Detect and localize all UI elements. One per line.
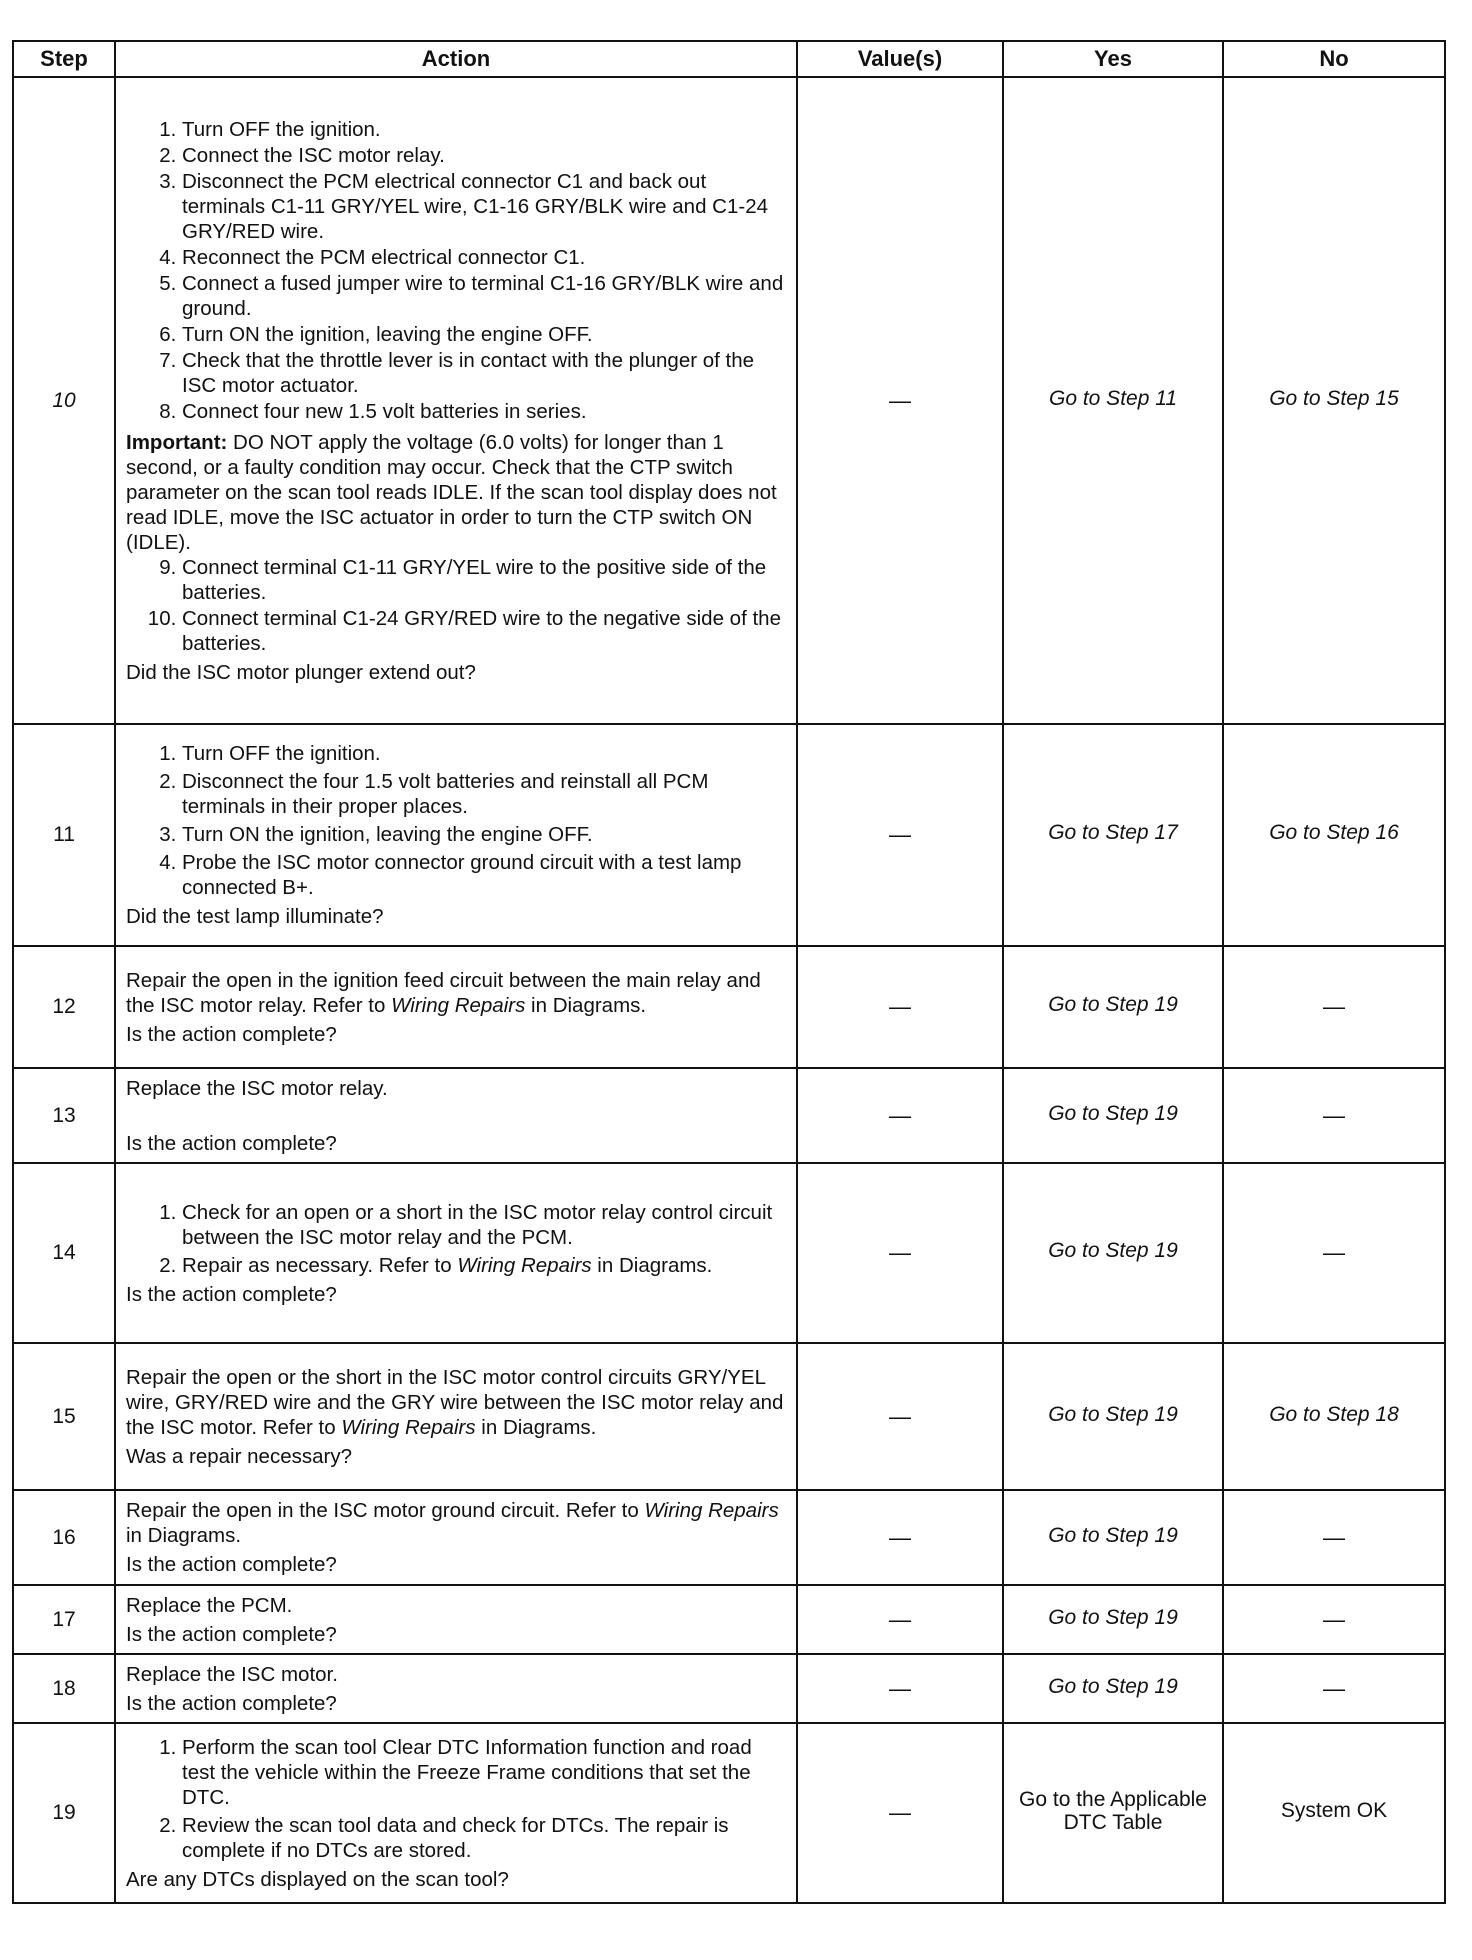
important-text: DO NOT apply the voltage (6.0 volts) for longer than 1 second, or a faulty condition may occur. Check that the CTP switch parameter on the scan tool reads IDLE. If the scan tool display does not read IDLE, move the ISC actuator in order to turn the CTP switch ON (IDLE). <box>126 430 777 554</box>
header-no: No <box>1223 41 1445 77</box>
step-question: Was a repair necessary? <box>126 1444 352 1468</box>
no-cell: — <box>1223 1490 1445 1585</box>
list-item: 1. Check for an open or a short in the ISC motor relay control circuit between the ISC motor relay and the PCM. <box>182 1200 788 1250</box>
step-number: 17 <box>13 1585 115 1654</box>
action-cell <box>115 1654 797 1723</box>
header-values: Value(s) <box>797 41 1003 77</box>
step-question: Is the action complete? <box>126 1282 337 1306</box>
table-row <box>13 77 1445 724</box>
step-number: 16 <box>13 1490 115 1585</box>
value-cell: — <box>797 77 1003 724</box>
action-text-part: Repair the open in the ignition feed circuit between the main relay and the ISC motor relay. Refer to <box>126 968 761 1017</box>
diagnostic-table <box>12 40 1446 1904</box>
value-cell: — <box>797 1163 1003 1343</box>
list-item: 1. Turn OFF the ignition. <box>182 741 788 766</box>
value-cell: — <box>797 1723 1003 1903</box>
action-cell <box>115 1068 797 1163</box>
action-list <box>126 1200 788 1278</box>
action-cell <box>115 1585 797 1654</box>
list-item: 8. Connect four new 1.5 volt batteries in series. <box>182 399 788 424</box>
no-cell: — <box>1223 1654 1445 1723</box>
value-cell: — <box>797 1068 1003 1163</box>
step-number: 15 <box>13 1343 115 1490</box>
no-cell: — <box>1223 1585 1445 1654</box>
action-text-part: in Diagrams. <box>475 1415 597 1439</box>
list-item: 2. Review the scan tool data and check for DTCs. The repair is complete if no DTCs are stored. <box>182 1813 788 1863</box>
no-cell: — <box>1223 946 1445 1068</box>
no-link[interactable]: Go to Step 18 <box>1223 1343 1445 1490</box>
action-list <box>126 741 788 900</box>
list-item: 3. Turn ON the ignition, leaving the engine OFF. <box>182 822 788 847</box>
table-row <box>13 1343 1445 1490</box>
wiring-repairs-ref: Wiring Repairs <box>457 1253 592 1277</box>
no-cell: — <box>1223 1068 1445 1163</box>
table-row <box>13 1163 1445 1343</box>
action-cell <box>115 1343 797 1490</box>
value-cell: — <box>797 724 1003 946</box>
table-row <box>13 1654 1445 1723</box>
wiring-repairs-ref: Wiring Repairs <box>341 1415 476 1439</box>
yes-link[interactable]: Go to Step 19 <box>1003 1585 1223 1654</box>
list-item: 3. Disconnect the PCM electrical connector C1 and back out terminals C1-11 GRY/YEL wire, C1-16 GRY/BLK wire and C1-24 GRY/RED wire. <box>182 169 788 244</box>
action-text: Replace the ISC motor. <box>126 1662 338 1686</box>
value-cell: — <box>797 1654 1003 1723</box>
step-number: 13 <box>13 1068 115 1163</box>
table-row <box>13 1723 1445 1903</box>
step-question: Is the action complete? <box>126 1691 337 1715</box>
action-text <box>126 1498 788 1548</box>
action-text-part: in Diagrams. <box>525 993 647 1017</box>
header-action: Action <box>115 41 797 77</box>
no-result: System OK <box>1223 1723 1445 1903</box>
step-question: Did the test lamp illuminate? <box>126 905 384 928</box>
list-item-text: in Diagrams. <box>591 1253 713 1277</box>
list-item: 2. Connect the ISC motor relay. <box>182 143 788 168</box>
value-cell: — <box>797 1343 1003 1490</box>
wiring-repairs-ref: Wiring Repairs <box>644 1499 779 1522</box>
step-number: 11 <box>13 724 115 946</box>
no-link[interactable]: Go to Step 15 <box>1223 77 1445 724</box>
action-text-part: Repair the open or the short in the ISC motor control circuits GRY/YEL wire, GRY/RED wire and the GRY wire between the ISC motor relay and the ISC motor. Refer to <box>126 1365 784 1439</box>
action-cell <box>115 946 797 1068</box>
step-question: Is the action complete? <box>126 1022 337 1046</box>
header-step: Step <box>13 41 115 77</box>
step-number: 14 <box>13 1163 115 1343</box>
yes-link[interactable]: Go to Step 19 <box>1003 1343 1223 1490</box>
step-question: Did the ISC motor plunger extend out? <box>126 660 476 684</box>
yes-link[interactable]: Go to Step 19 <box>1003 1163 1223 1343</box>
yes-link[interactable]: Go to Step 17 <box>1003 724 1223 946</box>
yes-link[interactable]: Go to Step 11 <box>1003 77 1223 724</box>
list-item: 4. Probe the ISC motor connector ground circuit with a test lamp connected B+. <box>182 850 788 900</box>
step-question: Is the action complete? <box>126 1553 337 1576</box>
table-row <box>13 1068 1445 1163</box>
no-link[interactable]: Go to Step 16 <box>1223 724 1445 946</box>
step-question: Are any DTCs displayed on the scan tool? <box>126 1867 509 1891</box>
action-text: Replace the PCM. <box>126 1593 293 1617</box>
value-cell: — <box>797 1585 1003 1654</box>
step-number: 12 <box>13 946 115 1068</box>
list-item: 2. Disconnect the four 1.5 volt batteries and reinstall all PCM terminals in their proper places. <box>182 769 788 819</box>
action-text-part: Repair the open in the ISC motor ground circuit. Refer to <box>126 1499 645 1522</box>
no-cell: — <box>1223 1163 1445 1343</box>
list-item: 10. Connect terminal C1-24 GRY/RED wire to the negative side of the batteries. <box>182 606 788 656</box>
yes-link[interactable]: Go to Step 19 <box>1003 946 1223 1068</box>
step-number: 19 <box>13 1723 115 1903</box>
table-row <box>13 946 1445 1068</box>
list-item: 1. Turn OFF the ignition. <box>182 117 788 142</box>
yes-link[interactable]: Go to Step 19 <box>1003 1654 1223 1723</box>
list-item: 9. Connect terminal C1-11 GRY/YEL wire to the positive side of the batteries. <box>182 555 788 605</box>
list-item <box>182 1253 788 1278</box>
yes-link[interactable]: Go to Step 19 <box>1003 1068 1223 1163</box>
list-item: 4. Reconnect the PCM electrical connector C1. <box>182 245 788 270</box>
action-cell <box>115 77 797 724</box>
header-yes: Yes <box>1003 41 1223 77</box>
action-cell <box>115 1490 797 1585</box>
value-cell: — <box>797 946 1003 1068</box>
wiring-repairs-ref: Wiring Repairs <box>391 993 526 1017</box>
value-cell: — <box>797 1490 1003 1585</box>
list-item: 7. Check that the throttle lever is in contact with the plunger of the ISC motor actuator. <box>182 348 788 398</box>
action-cell <box>115 1163 797 1343</box>
action-cell <box>115 724 797 946</box>
action-list <box>126 1735 788 1863</box>
list-item: 5. Connect a fused jumper wire to terminal C1-16 GRY/BLK wire and ground. <box>182 271 788 321</box>
step-question: Is the action complete? <box>126 1131 337 1155</box>
action-cell <box>115 1723 797 1903</box>
step-question: Is the action complete? <box>126 1622 337 1646</box>
header-row <box>13 41 1445 77</box>
table-row <box>13 1585 1445 1654</box>
list-item: 6. Turn ON the ignition, leaving the engine OFF. <box>182 322 788 347</box>
yes-link[interactable]: Go to Step 19 <box>1003 1490 1223 1585</box>
action-text <box>126 968 788 1018</box>
action-list <box>126 117 788 424</box>
action-text <box>126 1365 788 1440</box>
important-label: Important: <box>126 430 228 454</box>
step-number: 18 <box>13 1654 115 1723</box>
table-row <box>13 1490 1445 1585</box>
yes-link[interactable]: Go to the Applicable DTC Table <box>1003 1723 1223 1903</box>
list-item: 1. Perform the scan tool Clear DTC Information function and road test the vehicle within the Freeze Frame conditions that set the DTC. <box>182 1735 788 1810</box>
important-note <box>126 430 788 555</box>
action-text-part: in Diagrams. <box>126 1524 242 1547</box>
action-list <box>126 555 788 656</box>
step-number: 10 <box>13 77 115 724</box>
list-item-text: Repair as necessary. Refer to <box>182 1253 458 1277</box>
action-text: Replace the ISC motor relay. <box>126 1076 388 1100</box>
table-row <box>13 724 1445 946</box>
